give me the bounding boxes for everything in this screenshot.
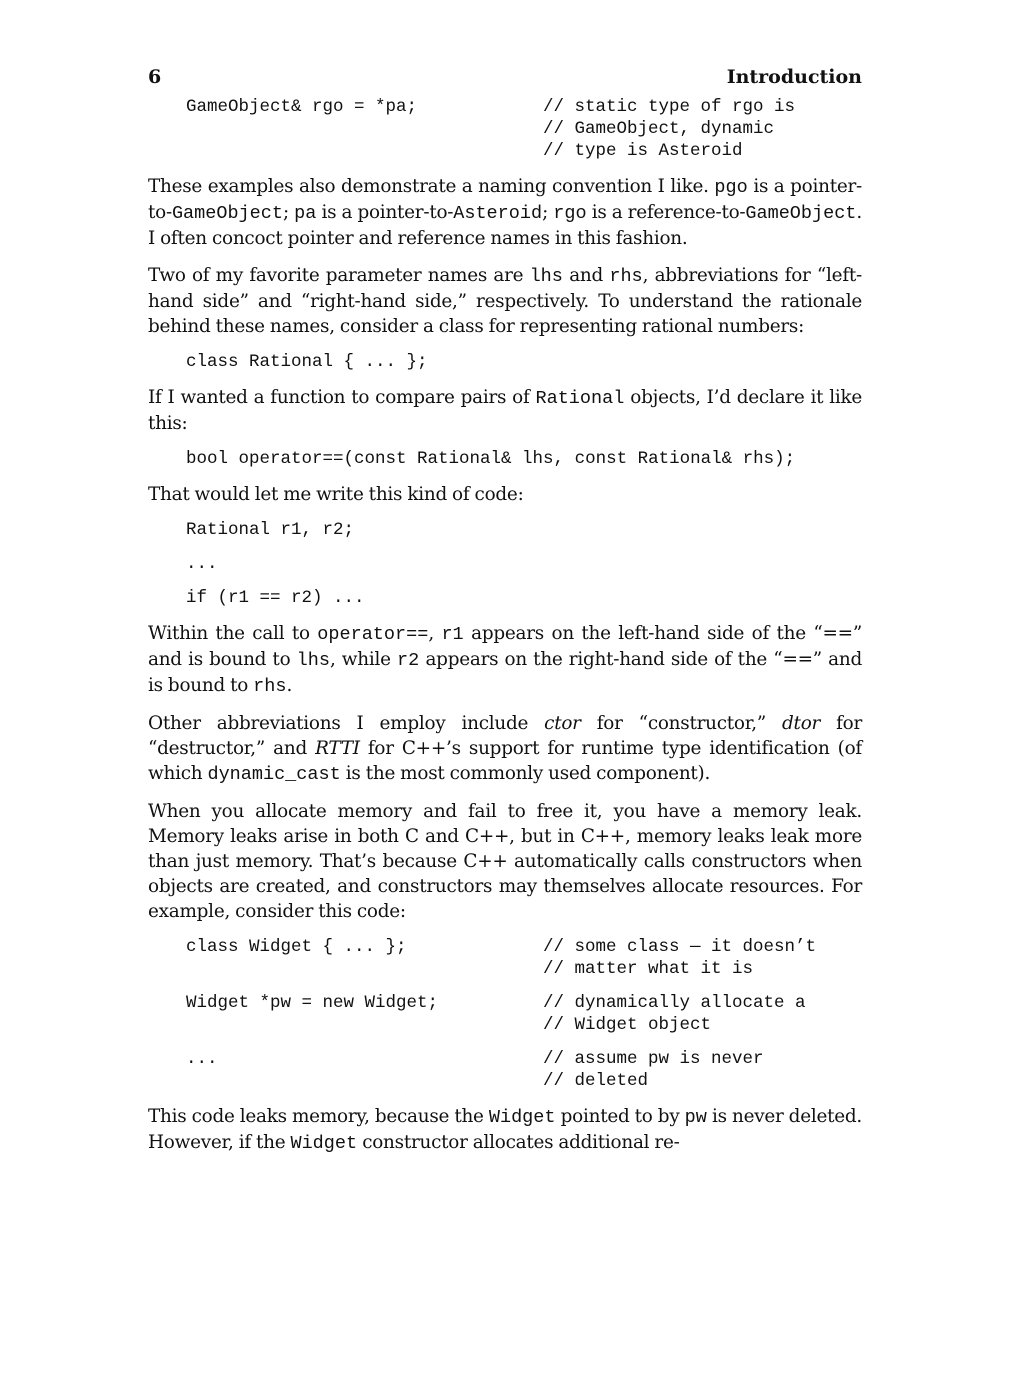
paragraph-compare-function: If I wanted a function to compare pairs of Rational objects, I’d declare it like this: (148, 387, 862, 434)
paragraph-widget-leak: This code leaks memory, because the Widget pointed to by pw is never deleted. However, if the Widget constructor allocates additional re- (148, 1106, 862, 1154)
code-line: bool operator==(const Rational& lhs, const Rational& rhs); (186, 449, 796, 469)
code-block-rgo (186, 96, 862, 162)
code-comment: // dynamically allocate a // Widget object (543, 993, 806, 1035)
code-statement: Widget *pw = new Widget; (186, 993, 439, 1013)
code-line: ... (186, 554, 218, 574)
paragraph-kind-of-code: That would let me write this kind of code: (148, 484, 524, 505)
code-row (186, 992, 862, 1036)
paragraph-operator-call: Within the call to operator==, r1 appears on the left-hand side of the “==” and is bound to lhs, while r2 appears on the right-hand side of the “==” and is bound to rhs. (148, 623, 862, 697)
page-number: 6 (148, 66, 162, 88)
paragraph-naming-convention: These examples also demonstrate a naming convention I like. pgo is a pointer-to-GameObject; pa is a pointer-to-Asteroid; rgo is a reference-to-GameObject. I often concoct pointer and reference names in this fashion. (148, 176, 863, 249)
paragraph-abbreviations: Other abbreviations I employ include ctor for “constructor,” dtor for “destructor,” and RTTI for C++’s support for runtime type identification (of which dynamic_cast is the most commonly used component). (148, 713, 862, 785)
code-line: Rational r1, r2; (186, 520, 355, 540)
paragraph-parameter-names: Two of my favorite parameter names are lhs and rhs, abbreviations for “left-hand side” and “right-hand side,” respectively. To understand the rationale behind these names, consider a class for representing rational numbers: (148, 265, 862, 337)
code-block-widget (186, 936, 862, 1092)
book-page (148, 66, 862, 1156)
code-line: if (r1 == r2) ... (186, 588, 365, 608)
code-row (186, 1048, 862, 1092)
code-statement: class Widget { ... }; (186, 937, 407, 957)
code-row (186, 936, 862, 980)
code-block-rational-class (186, 351, 862, 373)
chapter-title: Introduction (726, 66, 862, 88)
code-statement: ... (186, 1049, 218, 1069)
code-row (186, 96, 862, 162)
code-line: class Rational { ... }; (186, 352, 428, 372)
code-statement: GameObject& rgo = *pa; (186, 97, 418, 117)
code-comment: // assume pw is never // deleted (543, 1049, 764, 1091)
code-comment: // some class — it doesn’t // matter what it is (543, 937, 817, 979)
code-block-rational-usage (186, 519, 862, 609)
code-comment: // static type of rgo is // GameObject, dynamic // type is Asteroid (543, 97, 796, 161)
running-header (148, 66, 862, 96)
paragraph-memory-leak: When you allocate memory and fail to free it, you have a memory leak. Memory leaks arise in both C and C++, but in C++, memory leaks leak more than just memory. That’s because C++ automatically calls constructors when objects are created, and constructors may themselves allocate resources. For example, consider this code: (148, 801, 862, 922)
code-block-operator-declaration (186, 448, 862, 470)
